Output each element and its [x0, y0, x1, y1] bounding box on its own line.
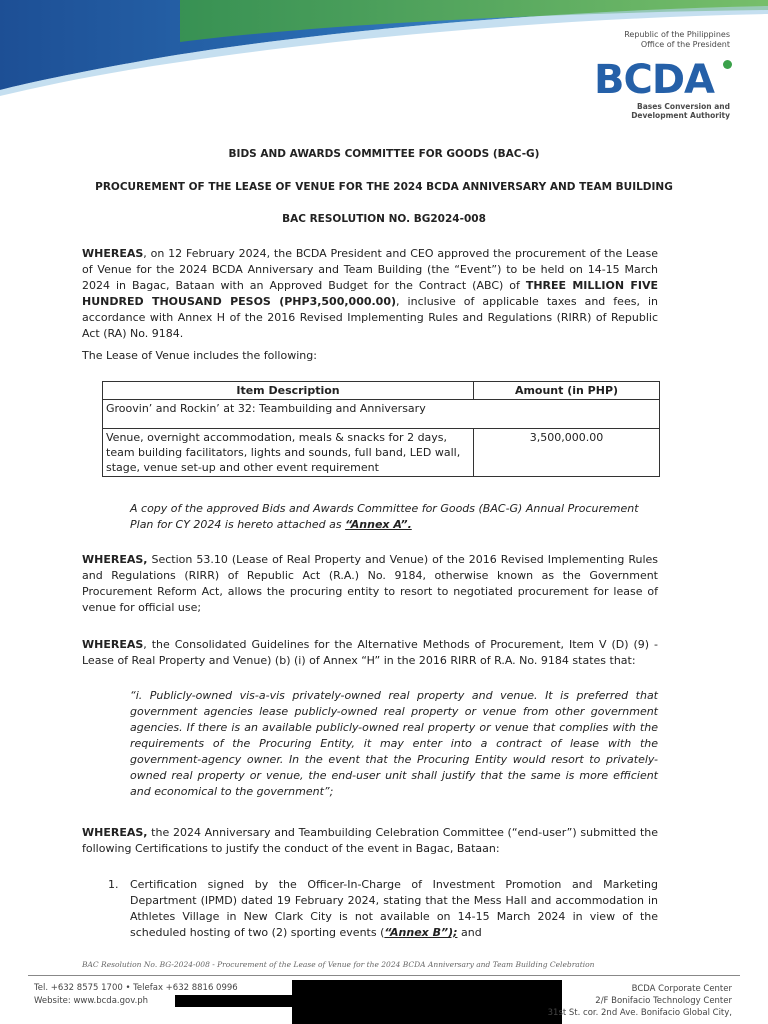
redaction-bar [175, 995, 295, 1007]
resolution-number: BAC RESOLUTION NO. BG2024-008 [282, 213, 486, 225]
footer-address: BCDA Corporate Center 2/F Bonifacio Technology Center 31st St. cor. 2nd Ave. Bonifacio Global City, [547, 984, 732, 1018]
annex-a-note: A copy of the approved Bids and Awards Committee for Goods (BAC-G) Annual Procurement Plan for CY 2024 is hereto attached as “Annex A”. [130, 502, 639, 531]
office-line: Office of the President [640, 40, 730, 49]
table-cell-amount: 3,500,000.00 [474, 429, 660, 477]
republic-line: Republic of the Philippines [624, 30, 730, 39]
annex-b-reference: “Annex B”); [384, 926, 458, 939]
running-title: BAC Resolution No. BG-2024-008 - Procurement of the Lease of Venue for the 2024 BCDA Anniversary and Team Building Celebration [82, 960, 595, 969]
whereas-paragraph-1: WHEREAS, on 12 February 2024, the BCDA President and CEO approved the procurement of the Lease of Venue for the 2024 BCDA Anniversary and Team Building (the “Event”) to be held on 14-15 March 2024 in Bagac, Bataan with an Approved Budget for the Contract (ABC) of THREE MILLION FIVE HUNDRED THOUSAND PESOS (PHP3,500,000.00), inclusive of applicable taxes and fees, in accordance with Annex H of the 2016 Revised Implementing Rules and Regulations (RIRR) of Republic Act (RA) No. 9184. [82, 247, 658, 340]
list-item: Certification signed by the Officer-In-Charge of Investment Promotion and Marketing Department (IPMD) dated 19 February 2024, stating that the Mess Hall and accommodation in Athletes Village in New Clark City is not available on 14-15 March 2024 in view of the scheduled hosting of two (2) sporting events (“Annex B”); and [130, 878, 658, 939]
bcda-logo [586, 58, 736, 128]
lease-intro: The Lease of Venue includes the following: [82, 349, 317, 362]
whereas-paragraph-4: WHEREAS, the 2024 Anniversary and Teambuilding Celebration Committee (“end-user”) submitted the following Certifications to justify the conduct of the event in Bagac, Bataan: [82, 826, 658, 855]
table-cell-title: Groovin’ and Rockin’ at 32: Teambuilding and Anniversary [103, 400, 660, 429]
footer-telephone: Tel. +632 8575 1700 • Telefax +632 8816 0996 [34, 983, 238, 993]
table-header-description: Item Description [103, 382, 474, 400]
logo-subtitle: Bases Conversion and Development Authority [631, 102, 730, 120]
table-row [103, 400, 660, 429]
table-cell-description: Venue, overnight accommodation, meals & snacks for 2 days, team building facilitators, lights and sounds, full band, LED wall, stage, venue set-up and other event requirement [103, 429, 474, 477]
table-row [103, 429, 660, 477]
table-header-row [103, 382, 660, 400]
list-item-number: 1. [108, 878, 119, 891]
footer-divider [28, 975, 740, 976]
footer-website: Website: www.bcda.gov.ph [34, 996, 149, 1006]
committee-heading: BIDS AND AWARDS COMMITTEE FOR GOODS (BAC-G) [228, 148, 540, 160]
annex-a-reference: “Annex A”. [345, 518, 412, 531]
quoted-guideline: “i. Publicly-owned vis-a-vis privately-owned real property and venue. It is preferred that government agencies lease publicly-owned real property or venue from other government agencies. If there is an available publicly-owned real property or venue that complies with the requirements of the Procuring Entity, it may enter into a contract of lease with the government-agency owner. In the event that the Procuring Entity would resort to privately-owned real property or venue, the end-user unit shall justify that the same is more efficient and economical to the government”; [130, 689, 658, 798]
government-lines [624, 30, 730, 50]
whereas-paragraph-3: WHEREAS, the Consolidated Guidelines for the Alternative Methods of Procurement, Item V (D) (9) - Lease of Real Property and Venue) (b) (i) of Annex “H” in the 2016 RIRR of R.A. No. 9184 states that: [82, 638, 658, 667]
table-header-amount: Amount (in PHP) [474, 382, 660, 400]
items-table [102, 381, 660, 477]
redaction-block [292, 980, 562, 1024]
logo-dot-icon [723, 60, 732, 69]
logo-wordmark: BCDA [593, 57, 714, 103]
whereas-paragraph-2: WHEREAS, Section 53.10 (Lease of Real Property and Venue) of the 2016 Revised Implementing Rules and Regulations (RIRR) of Republic Act (R.A.) No. 9184, otherwise known as the Government Procurement Reform Act, allows the procuring entity to resort to negotiated procurement for lease of venue for official use; [82, 553, 658, 614]
subject-heading: PROCUREMENT OF THE LEASE OF VENUE FOR THE 2024 BCDA ANNIVERSARY AND TEAM BUILDING [95, 181, 673, 193]
